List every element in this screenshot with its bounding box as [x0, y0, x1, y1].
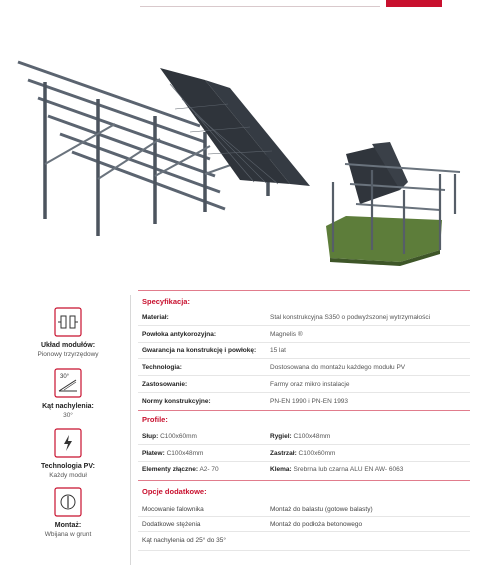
- feature-value: Każdy moduł: [49, 472, 87, 479]
- feature-value: Wbijana w grunt: [44, 531, 92, 538]
- spec-value: 15 lat: [270, 347, 286, 354]
- spec-value: Farmy oraz mikro instalacje: [270, 381, 350, 388]
- profile-label: Płatew:: [142, 450, 165, 457]
- row-divider: [138, 516, 470, 517]
- mounting-structure-illustration: [0, 14, 480, 284]
- profiles-title: Profile:: [142, 415, 168, 424]
- spec-label: Technologia:: [142, 364, 182, 371]
- row-divider: [138, 550, 470, 551]
- spec-label: Gwarancja na konstrukcję i powłokę:: [142, 347, 257, 354]
- option-item: Montaż do balastu (gotowe balasty): [270, 506, 373, 513]
- top-accent-tab: [386, 0, 442, 7]
- profile-value: C100x60mm: [160, 433, 197, 440]
- option-item: Dodatkowe stężenia: [142, 521, 201, 528]
- profile-label: Klema:: [270, 466, 292, 473]
- option-item: Mocowanie falownika: [142, 506, 204, 513]
- spec-label: Powłoka antykorozyjna:: [142, 331, 217, 338]
- top-divider: [140, 6, 380, 7]
- row-divider: [138, 358, 470, 359]
- profile-value: A2- 70: [199, 466, 219, 473]
- feature-value: Pionowy trzyrzędowy: [37, 351, 99, 358]
- row-divider: [138, 375, 470, 376]
- profile-value: C100x60mm: [298, 450, 336, 457]
- profile-label: Zastrzał:: [270, 450, 297, 457]
- row-divider: [138, 392, 470, 393]
- option-item: Kąt nachylenia od 25° do 35°: [142, 537, 226, 544]
- feature-title: Układ modułów:: [40, 342, 96, 349]
- modules-layout-icon: [54, 307, 82, 337]
- row-divider: [138, 342, 470, 343]
- spec-value: PN-EN 1990 i PN-EN 1993: [270, 398, 349, 405]
- ground-pile-icon: [54, 487, 82, 517]
- specs-title: Specyfikacja:: [142, 297, 190, 306]
- row-divider: [138, 444, 470, 445]
- svg-text:30°: 30°: [60, 374, 70, 380]
- profile-label: Rygiel:: [270, 433, 292, 440]
- feature-pv-technology: [18, 428, 118, 480]
- profile-item: [270, 449, 335, 458]
- feature-module-layout: [18, 307, 118, 359]
- profile-item: [142, 465, 219, 474]
- profile-value: Srebrna lub czarna ALU EN AW- 6063: [293, 466, 404, 473]
- feature-value: 30°: [63, 412, 73, 419]
- spec-label: Materiał:: [142, 314, 169, 321]
- section-rule: [138, 410, 470, 411]
- feature-mounting: [18, 487, 118, 539]
- spec-value: Dostosowana do montażu każdego modułu PV: [270, 364, 406, 371]
- profile-label: Elementy złączne:: [142, 466, 198, 473]
- section-rule: [138, 290, 470, 291]
- options-title: Opcje dodatkowe:: [142, 487, 207, 496]
- feature-title: Montaż:: [54, 522, 82, 529]
- section-rule: [138, 480, 470, 481]
- profile-value: C100x48mm: [293, 433, 331, 440]
- profile-value: C100x48mm: [166, 450, 204, 457]
- profile-item: [142, 432, 197, 441]
- profile-item: [270, 465, 403, 474]
- feature-title: Technologia PV:: [41, 463, 95, 470]
- spec-label: Normy konstrukcyjne:: [142, 398, 211, 405]
- spec-value: Magnelis ®: [270, 331, 303, 338]
- lightning-icon: [54, 428, 82, 458]
- spec-label: Zastosowanie:: [142, 381, 188, 388]
- row-divider: [138, 325, 470, 326]
- spec-value: Stal konstrukcyjna S350 o podwyższonej wytrzymałości: [270, 314, 431, 321]
- feature-tilt-angle: [18, 368, 118, 420]
- profile-item: [142, 449, 203, 458]
- profile-label: Słup:: [142, 433, 159, 440]
- profile-item: [270, 432, 330, 441]
- row-divider: [138, 461, 470, 462]
- column-divider: [130, 295, 131, 565]
- tilt-angle-icon: [54, 368, 82, 398]
- option-item: Montaż do podłoża betonowego: [270, 521, 363, 528]
- feature-title: Kąt nachylenia:: [42, 403, 94, 410]
- row-divider: [138, 531, 470, 532]
